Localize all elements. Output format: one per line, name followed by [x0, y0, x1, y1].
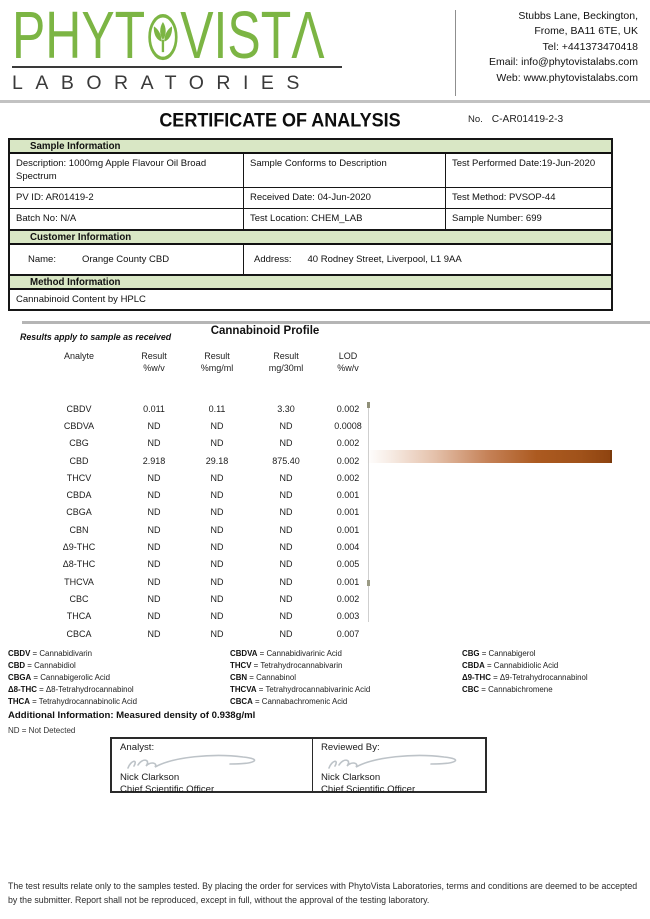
analyte-value: 0.0008 [334, 420, 362, 431]
legend-column [8, 648, 230, 708]
analyte-row [34, 469, 374, 486]
analyte-value: 3.30 [277, 403, 295, 414]
abbreviation-legend [8, 648, 644, 708]
legend-item: CBDV = Cannabidivarin [8, 649, 92, 658]
additional-information: Additional Information: Measured density of 0.938g/ml [8, 710, 256, 721]
analyte-value: 0.002 [336, 403, 360, 414]
info-table [8, 138, 613, 311]
analyte-value: 2.918 [142, 455, 166, 466]
legend-column [462, 648, 644, 708]
analyte-value: ND [147, 524, 161, 535]
legend-item: CBN = Cannabinol [230, 673, 297, 682]
analyte-row [34, 573, 374, 590]
reviewed-by-label: Reviewed By: [321, 742, 380, 753]
address-line: Stubbs Lane, Beckington, [518, 10, 638, 22]
name-value: Orange County CBD [81, 254, 170, 265]
address-label: Address: [254, 254, 292, 265]
analyte-name: CBD [69, 455, 89, 466]
analyte-value: ND [210, 438, 224, 449]
column-header: Result %w/v [141, 351, 167, 373]
analyte-value: 0.007 [336, 628, 360, 639]
analyte-value: ND [210, 490, 224, 501]
legend-item: THCA = Tetrahydrocannabinolic Acid [8, 697, 138, 706]
analyte-value: 0.011 [143, 403, 165, 414]
table-row [10, 188, 611, 209]
section-header-sample-information: Sample Information [10, 140, 611, 154]
analyte-value: ND [279, 490, 293, 501]
document-title: CERTIFICATE OF ANALYSIS [159, 109, 401, 131]
analyte-value: ND [147, 576, 161, 587]
analyte-value: ND [147, 593, 161, 604]
profile-title: Cannabinoid Profile [210, 325, 320, 337]
analyte-value: 0.005 [336, 559, 360, 570]
analyte-name: CBCA [66, 628, 92, 639]
pv-id-cell: PV ID: AR01419-2 [16, 192, 94, 203]
column-header: LOD %w/v [337, 351, 359, 373]
analyte-row [34, 538, 374, 555]
analyte-value: 0.001 [336, 490, 360, 501]
section-header-method-information: Method Information [10, 276, 611, 290]
analyte-value: 0.001 [336, 576, 360, 587]
analyte-value: ND [147, 472, 161, 483]
cannabinoid-table-body [34, 400, 374, 642]
analyte-value: 0.003 [336, 611, 360, 622]
reviewer-title: Chief Scientific Officer [321, 784, 416, 795]
analyte-value: ND [279, 420, 293, 431]
nd-note: ND = Not Detected [8, 726, 76, 735]
table-row [10, 154, 611, 188]
analyte-value: ND [147, 611, 161, 622]
legend-item: CBDA = Cannabidiolic Acid [462, 661, 559, 670]
analyte-row [34, 435, 374, 452]
address-line: Tel: +441373470418 [542, 40, 638, 53]
analyte-value: ND [279, 507, 293, 518]
analyst-label: Analyst: [120, 742, 155, 753]
logo-text-right: VISTΛ [180, 0, 325, 73]
header-rule [0, 100, 650, 103]
address-line-email: Email: info@phytovistalabs.com [489, 56, 638, 69]
analyte-row [34, 486, 374, 503]
received-date-cell: Received Date: 04-Jun-2020 [243, 188, 445, 208]
analyte-value: ND [210, 420, 224, 431]
legend-column [230, 648, 462, 708]
certificate-number-label: No. [468, 114, 483, 125]
footer-disclaimer: The test results relate only to the samples tested. By placing the order for services with PhytoVista Laboratories, terms and conditions are deemed to be accepted by the submitter. Report shall not be reproduced, except in full, without the approval of the testing laboratory. [8, 881, 638, 905]
address-value: 40 Rodney Street, Liverpool, L1 9AA [307, 254, 462, 265]
column-header: Result %mg/ml [200, 351, 234, 373]
test-location-cell: Test Location: CHEM_LAB [243, 209, 445, 229]
analyte-value: ND [147, 490, 161, 501]
analyte-value: ND [147, 628, 161, 639]
analyte-name: CBDA [66, 490, 92, 501]
column-header: Analyte [63, 351, 95, 361]
analyte-value: 0.002 [336, 438, 360, 449]
analyte-name: Δ9-THC [62, 542, 96, 553]
analyte-name: THCV [66, 472, 92, 483]
logo-subtitle: LABORATORIES [12, 66, 342, 95]
phytovista-logo [12, 0, 325, 73]
legend-item: THCVA = Tetrahydrocannabivarinic Acid [230, 685, 371, 694]
analyte-name: CBDV [66, 403, 92, 414]
reviewer-column [312, 739, 485, 795]
analyte-value: 0.002 [336, 472, 360, 483]
analyte-value: ND [147, 507, 161, 518]
column-header: Result mg/30ml [268, 351, 304, 373]
cbd-result-gradient-bar [366, 450, 612, 463]
analyte-name: Δ8-THC [62, 559, 96, 570]
legend-item: CBCA = Cannabachromenic Acid [230, 697, 348, 706]
legend-item: Δ9-THC = Δ9-Tetrahydrocannabinol [462, 673, 588, 682]
legend-item: CBDVA = Cannabidivarinic Acid [230, 649, 342, 658]
address-line: Frome, BA11 6TE, UK [534, 25, 638, 38]
analyst-column [112, 739, 312, 795]
analyte-row [34, 521, 374, 538]
test-method-cell: Test Method: PVSOP-44 [445, 188, 611, 208]
legend-item: CBGA = Cannabigerolic Acid [8, 673, 110, 682]
customer-row [10, 245, 611, 276]
analyte-value: ND [147, 420, 161, 431]
analyte-value: ND [210, 593, 224, 604]
test-performed-date-cell: Test Performed Date:19-Jun-2020 [445, 154, 611, 187]
analyte-value: ND [147, 438, 161, 449]
analyte-row [34, 625, 374, 642]
logo-text-left: PHYT [12, 0, 146, 73]
analyte-value: ND [210, 472, 224, 483]
analyte-value: 0.002 [336, 593, 360, 604]
analyte-row [34, 400, 374, 417]
analyte-value: ND [279, 576, 293, 587]
analyte-row [34, 556, 374, 573]
header-vertical-divider [455, 10, 456, 96]
customer-address-cell [243, 245, 611, 274]
analyte-value: ND [279, 542, 293, 553]
signature-box [110, 737, 487, 793]
analyte-value: ND [279, 524, 293, 535]
analyte-row [34, 417, 374, 434]
conforms-cell: Sample Conforms to Description [243, 154, 445, 187]
analyte-value: ND [210, 628, 224, 639]
cannabinoid-table-header [34, 350, 374, 374]
analyte-value: 0.002 [336, 455, 360, 466]
name-label: Name: [28, 254, 56, 265]
reviewer-name: Nick Clarkson [321, 772, 381, 783]
analyte-value: ND [210, 576, 224, 587]
analyte-value: ND [279, 559, 293, 570]
description-cell: Description: 1000mg Apple Flavour Oil Broad Spectrum [16, 158, 207, 182]
legend-item: CBD = Cannabidiol [8, 661, 76, 670]
analyte-name: CBC [69, 593, 89, 604]
analyst-title: Chief Scientific Officer [120, 784, 215, 795]
analyte-name: CBDVA [63, 420, 95, 431]
analyte-value: ND [210, 524, 224, 535]
analyte-name: CBGA [66, 507, 92, 518]
analyte-value: ND [279, 472, 293, 483]
customer-name-cell [10, 254, 243, 265]
analyte-row [34, 452, 374, 469]
analyte-value: 0.11 [208, 403, 226, 414]
analyte-name: CBG [69, 438, 89, 449]
certificate-number [468, 114, 563, 125]
analyte-name: THCVA [64, 576, 94, 587]
analyte-value: 0.001 [336, 524, 360, 535]
analyte-value: 875.40 [272, 455, 300, 466]
section-header-customer-information: Customer Information [10, 231, 611, 245]
analyte-row [34, 608, 374, 625]
analyte-value: ND [210, 559, 224, 570]
lab-address [489, 9, 638, 86]
legend-item: THCV = Tetrahydrocannabivarin [230, 661, 343, 670]
analyte-value: ND [147, 542, 161, 553]
analyte-value: ND [279, 628, 293, 639]
analyte-value: ND [279, 593, 293, 604]
leaf-logo-icon [147, 12, 179, 62]
analyte-row [34, 504, 374, 521]
batch-no-cell: Batch No: N/A [16, 213, 77, 224]
analyte-value: ND [210, 611, 224, 622]
analyst-name: Nick Clarkson [120, 772, 180, 783]
legend-item: CBC = Cannabichromene [462, 685, 553, 694]
section-divider [22, 321, 650, 324]
sample-number-cell: Sample Number: 699 [445, 209, 611, 229]
address-line-web: Web: www.phytovistalabs.com [496, 71, 638, 84]
analyte-value: ND [147, 559, 161, 570]
analyte-row [34, 590, 374, 607]
table-row [10, 209, 611, 231]
legend-item: CBG = Cannabigerol [462, 649, 536, 658]
analyte-value: ND [279, 438, 293, 449]
analyte-value: 0.004 [336, 542, 360, 553]
analyte-value: ND [210, 507, 224, 518]
legend-item: Δ8-THC = Δ8-Tetrahydrocannabinol [8, 685, 134, 694]
cannabinoid-table [34, 350, 374, 642]
table-right-rule [368, 402, 369, 622]
analyte-name: THCA [66, 611, 92, 622]
results-note: Results apply to sample as received [20, 332, 172, 342]
certificate-number-value: C-AR01419-2-3 [491, 114, 564, 125]
analyte-value: 0.001 [336, 507, 360, 518]
analyte-value: ND [279, 611, 293, 622]
analyte-value: ND [210, 542, 224, 553]
method-value: Cannabinoid Content by HPLC [16, 294, 146, 305]
analyte-value: 29.18 [205, 455, 229, 466]
analyte-name: CBN [69, 524, 89, 535]
